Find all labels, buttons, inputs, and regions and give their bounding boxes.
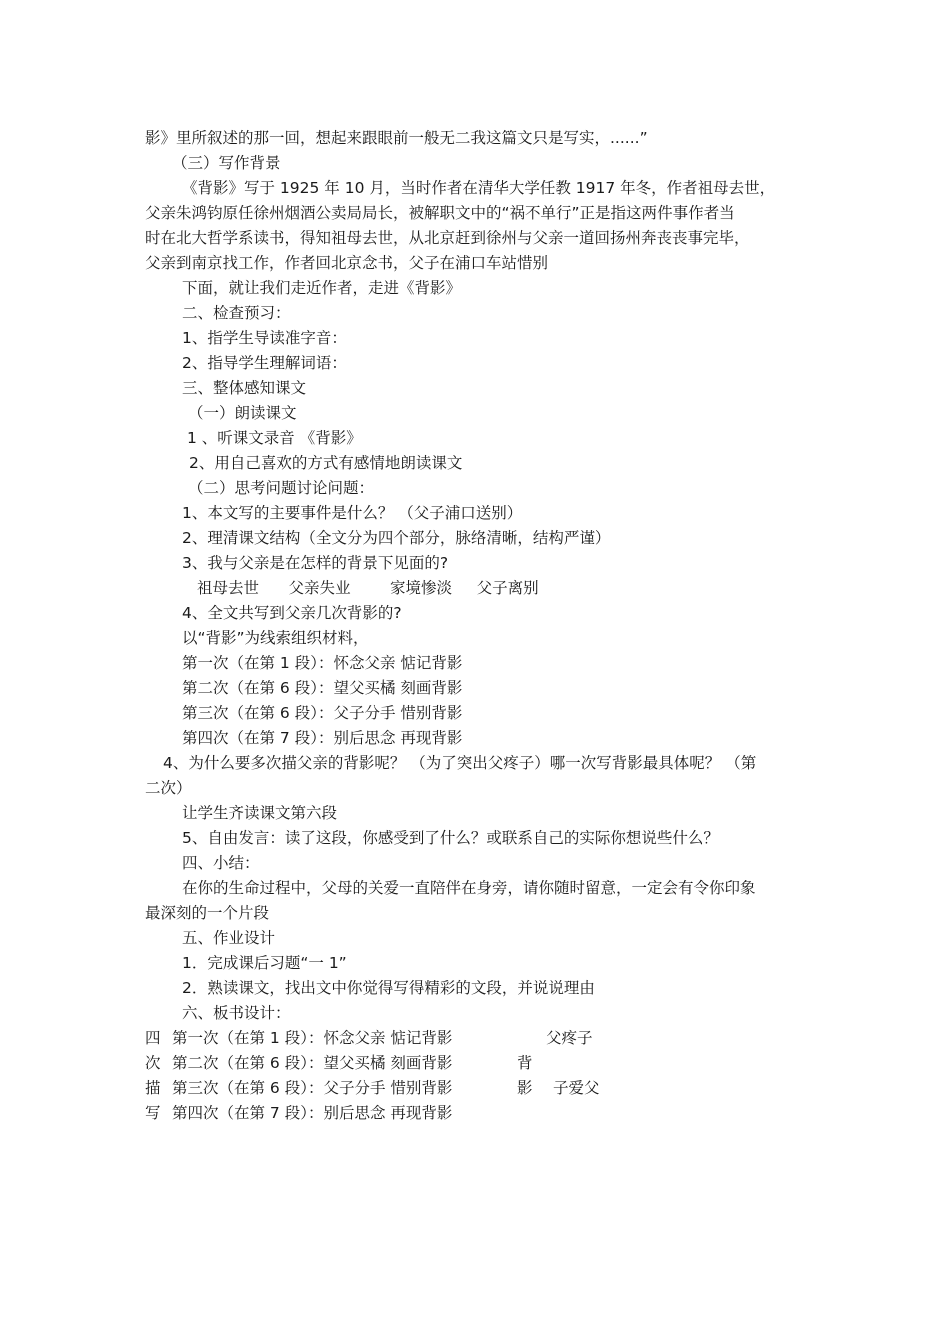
board-annotation: 父疼子 xyxy=(546,1029,593,1047)
list-item: 2、指导学生理解词语： xyxy=(182,354,347,372)
list-item: 第三次（在第 6 段）：父子分手 惜别背影 xyxy=(182,704,463,722)
text-line: 在你的生命过程中，父母的关爱一直陪伴在身旁，请你随时留意，一定会有令你印象 xyxy=(182,879,756,897)
board-side-char: 描 xyxy=(145,1079,161,1097)
text-line: 祖母去世 父亲失业 家境惨淡 父子离别 xyxy=(197,579,539,597)
list-item: 1、本文写的主要事件是什么？ （父子浦口送别） xyxy=(182,504,523,522)
list-item: 4、全文共写到父亲几次背影的? xyxy=(182,604,402,622)
section-heading: 六、板书设计： xyxy=(182,1004,291,1022)
section-heading: 三、整体感知课文 xyxy=(182,379,307,397)
board-side-char: 四 xyxy=(145,1029,161,1047)
section-heading: 五、作业设计 xyxy=(182,929,276,947)
board-annotation: 子爱父 xyxy=(553,1079,600,1097)
board-side-char: 次 xyxy=(145,1054,161,1072)
text-line: 《背影》写于 1925 年 10 月，当时作者在清华大学任教 1917 年冬，作者祖母去世， xyxy=(182,179,776,197)
list-item: 第四次（在第 7 段）：别后思念 再现背影 xyxy=(182,729,463,747)
section-heading: （三）写作背景 xyxy=(172,154,281,172)
text-line: 父亲朱鸿钧原任徐州烟酒公卖局局长，被解职文中的“祸不单行”正是指这两件事作者当 xyxy=(145,204,735,222)
section-heading: 四、小结： xyxy=(182,854,260,872)
subsection-heading: （二）思考问题讨论问题： xyxy=(188,479,375,497)
text-line: 二次） xyxy=(145,779,192,797)
text-line: 以“背影”为线索组织材料， xyxy=(182,629,369,647)
board-row-text: 第三次（在第 6 段）：父子分手 惜别背影 xyxy=(172,1079,453,1097)
board-annotation: 背 xyxy=(517,1054,533,1072)
text-line: 最深刻的一个片段 xyxy=(145,904,270,922)
text-line: 下面，就让我们走近作者，走进《背影》 xyxy=(182,279,462,297)
subsection-heading: （一）朗读课文 xyxy=(188,404,297,422)
board-annotation: 影 xyxy=(517,1079,533,1097)
list-item: 1．完成课后习题“一 1” xyxy=(182,954,347,972)
text-line: 父亲到南京找工作，作者回北京念书，父子在浦口车站惜别 xyxy=(145,254,549,272)
section-heading: 二、检查预习： xyxy=(182,304,291,322)
board-row-text: 第二次（在第 6 段）：望父买橘 刻画背影 xyxy=(172,1054,453,1072)
list-item: 5、自由发言：读了这段，你感受到了什么？或联系自己的实际你想说些什么？ xyxy=(182,829,719,847)
text-line: 时在北大哲学系读书，得知祖母去世，从北京赶到徐州与父亲一道回扬州奔丧丧事完毕， xyxy=(145,229,750,247)
list-item: 1 、听课文录音 《背影》 xyxy=(187,429,362,447)
board-row-text: 第四次（在第 7 段）：别后思念 再现背影 xyxy=(172,1104,453,1122)
text-line: 让学生齐读课文第六段 xyxy=(182,804,338,822)
list-item: 2．熟读课文，找出文中你觉得写得精彩的文段，并说说理由 xyxy=(182,979,595,997)
list-item: 第二次（在第 6 段）：望父买橘 刻画背影 xyxy=(182,679,463,697)
list-item: 第一次（在第 1 段）：怀念父亲 惦记背影 xyxy=(182,654,463,672)
board-side-char: 写 xyxy=(145,1104,161,1122)
text-line: 影》里所叙述的那一回，想起来跟眼前一般无二我这篇文只是写实，......” xyxy=(145,129,648,147)
list-item: 4、为什么要多次描父亲的背影呢？ （为了突出父疼子）哪一次写背影最具体呢？ （第 xyxy=(163,754,757,772)
list-item: 2、用自己喜欢的方式有感情地朗读课文 xyxy=(189,454,463,472)
list-item: 3、我与父亲是在怎样的背景下见面的? xyxy=(182,554,449,572)
board-row-text: 第一次（在第 1 段）：怀念父亲 惦记背影 xyxy=(172,1029,453,1047)
list-item: 2、理清课文结构（全文分为四个部分，脉络清晰，结构严谨） xyxy=(182,529,611,547)
list-item: 1、指学生导读准字音： xyxy=(182,329,347,347)
